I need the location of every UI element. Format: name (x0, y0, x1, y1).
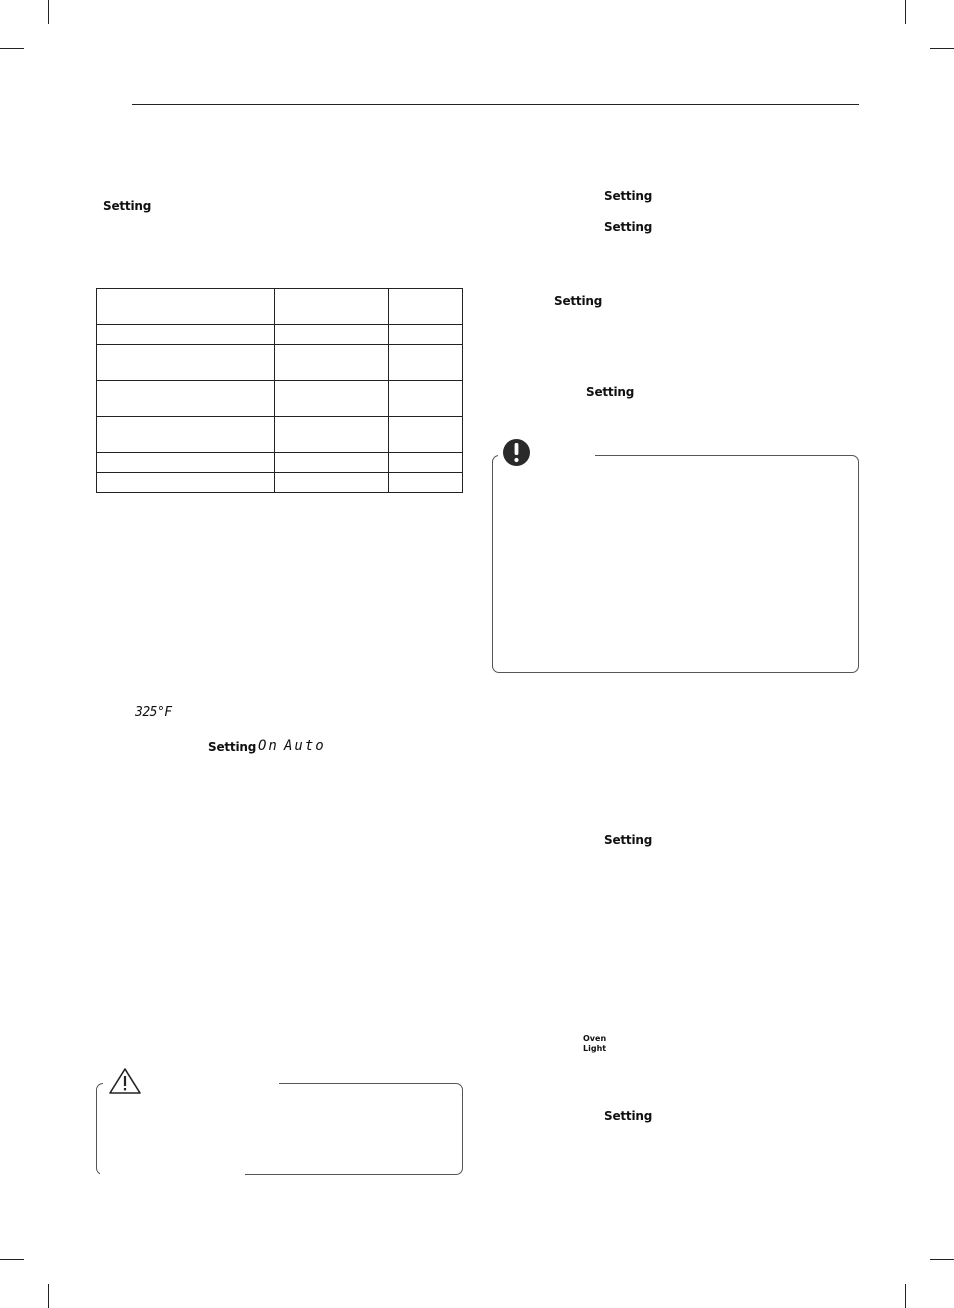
table-row (97, 325, 463, 345)
exclamation-circle-icon (502, 438, 531, 467)
setting-label-right-4: Setting (586, 385, 635, 399)
setting-label-left-1: Setting (103, 199, 152, 213)
crop-mark-top-left-h (0, 48, 24, 49)
caution-box (96, 1083, 463, 1175)
crop-mark-top-left-v (48, 0, 49, 24)
crop-mark-bottom-right-h (930, 1259, 954, 1260)
table-row (97, 345, 463, 381)
settings-table (96, 288, 463, 493)
display-on-text: On (258, 738, 279, 754)
caution-box-bottom-gap (100, 1170, 245, 1178)
note-box (492, 455, 859, 673)
temperature-display: 325°F (135, 705, 172, 720)
table-row (97, 417, 463, 453)
table-row (97, 381, 463, 417)
table-row (97, 289, 463, 325)
setting-label-right-5: Setting (604, 833, 653, 847)
header-rule (132, 104, 859, 105)
crop-mark-bottom-left-v (48, 1284, 49, 1308)
table-row (97, 453, 463, 473)
setting-label-right-6: Setting (604, 1109, 653, 1123)
warning-triangle-icon (108, 1067, 142, 1095)
oven-light-label-line1: Oven (583, 1034, 607, 1043)
setting-label-right-2: Setting (604, 220, 653, 234)
crop-mark-top-right-h (930, 48, 954, 49)
crop-mark-bottom-left-h (0, 1259, 24, 1260)
display-auto-text: Auto (284, 738, 326, 754)
oven-light-label-line2: Light (583, 1044, 607, 1053)
crop-mark-bottom-right-v (905, 1284, 906, 1308)
table-row (97, 473, 463, 493)
setting-label-left-2: Setting (208, 740, 257, 754)
crop-mark-top-right-v (905, 0, 906, 24)
setting-label-right-3: Setting (554, 294, 603, 308)
setting-label-right-1: Setting (604, 189, 653, 203)
